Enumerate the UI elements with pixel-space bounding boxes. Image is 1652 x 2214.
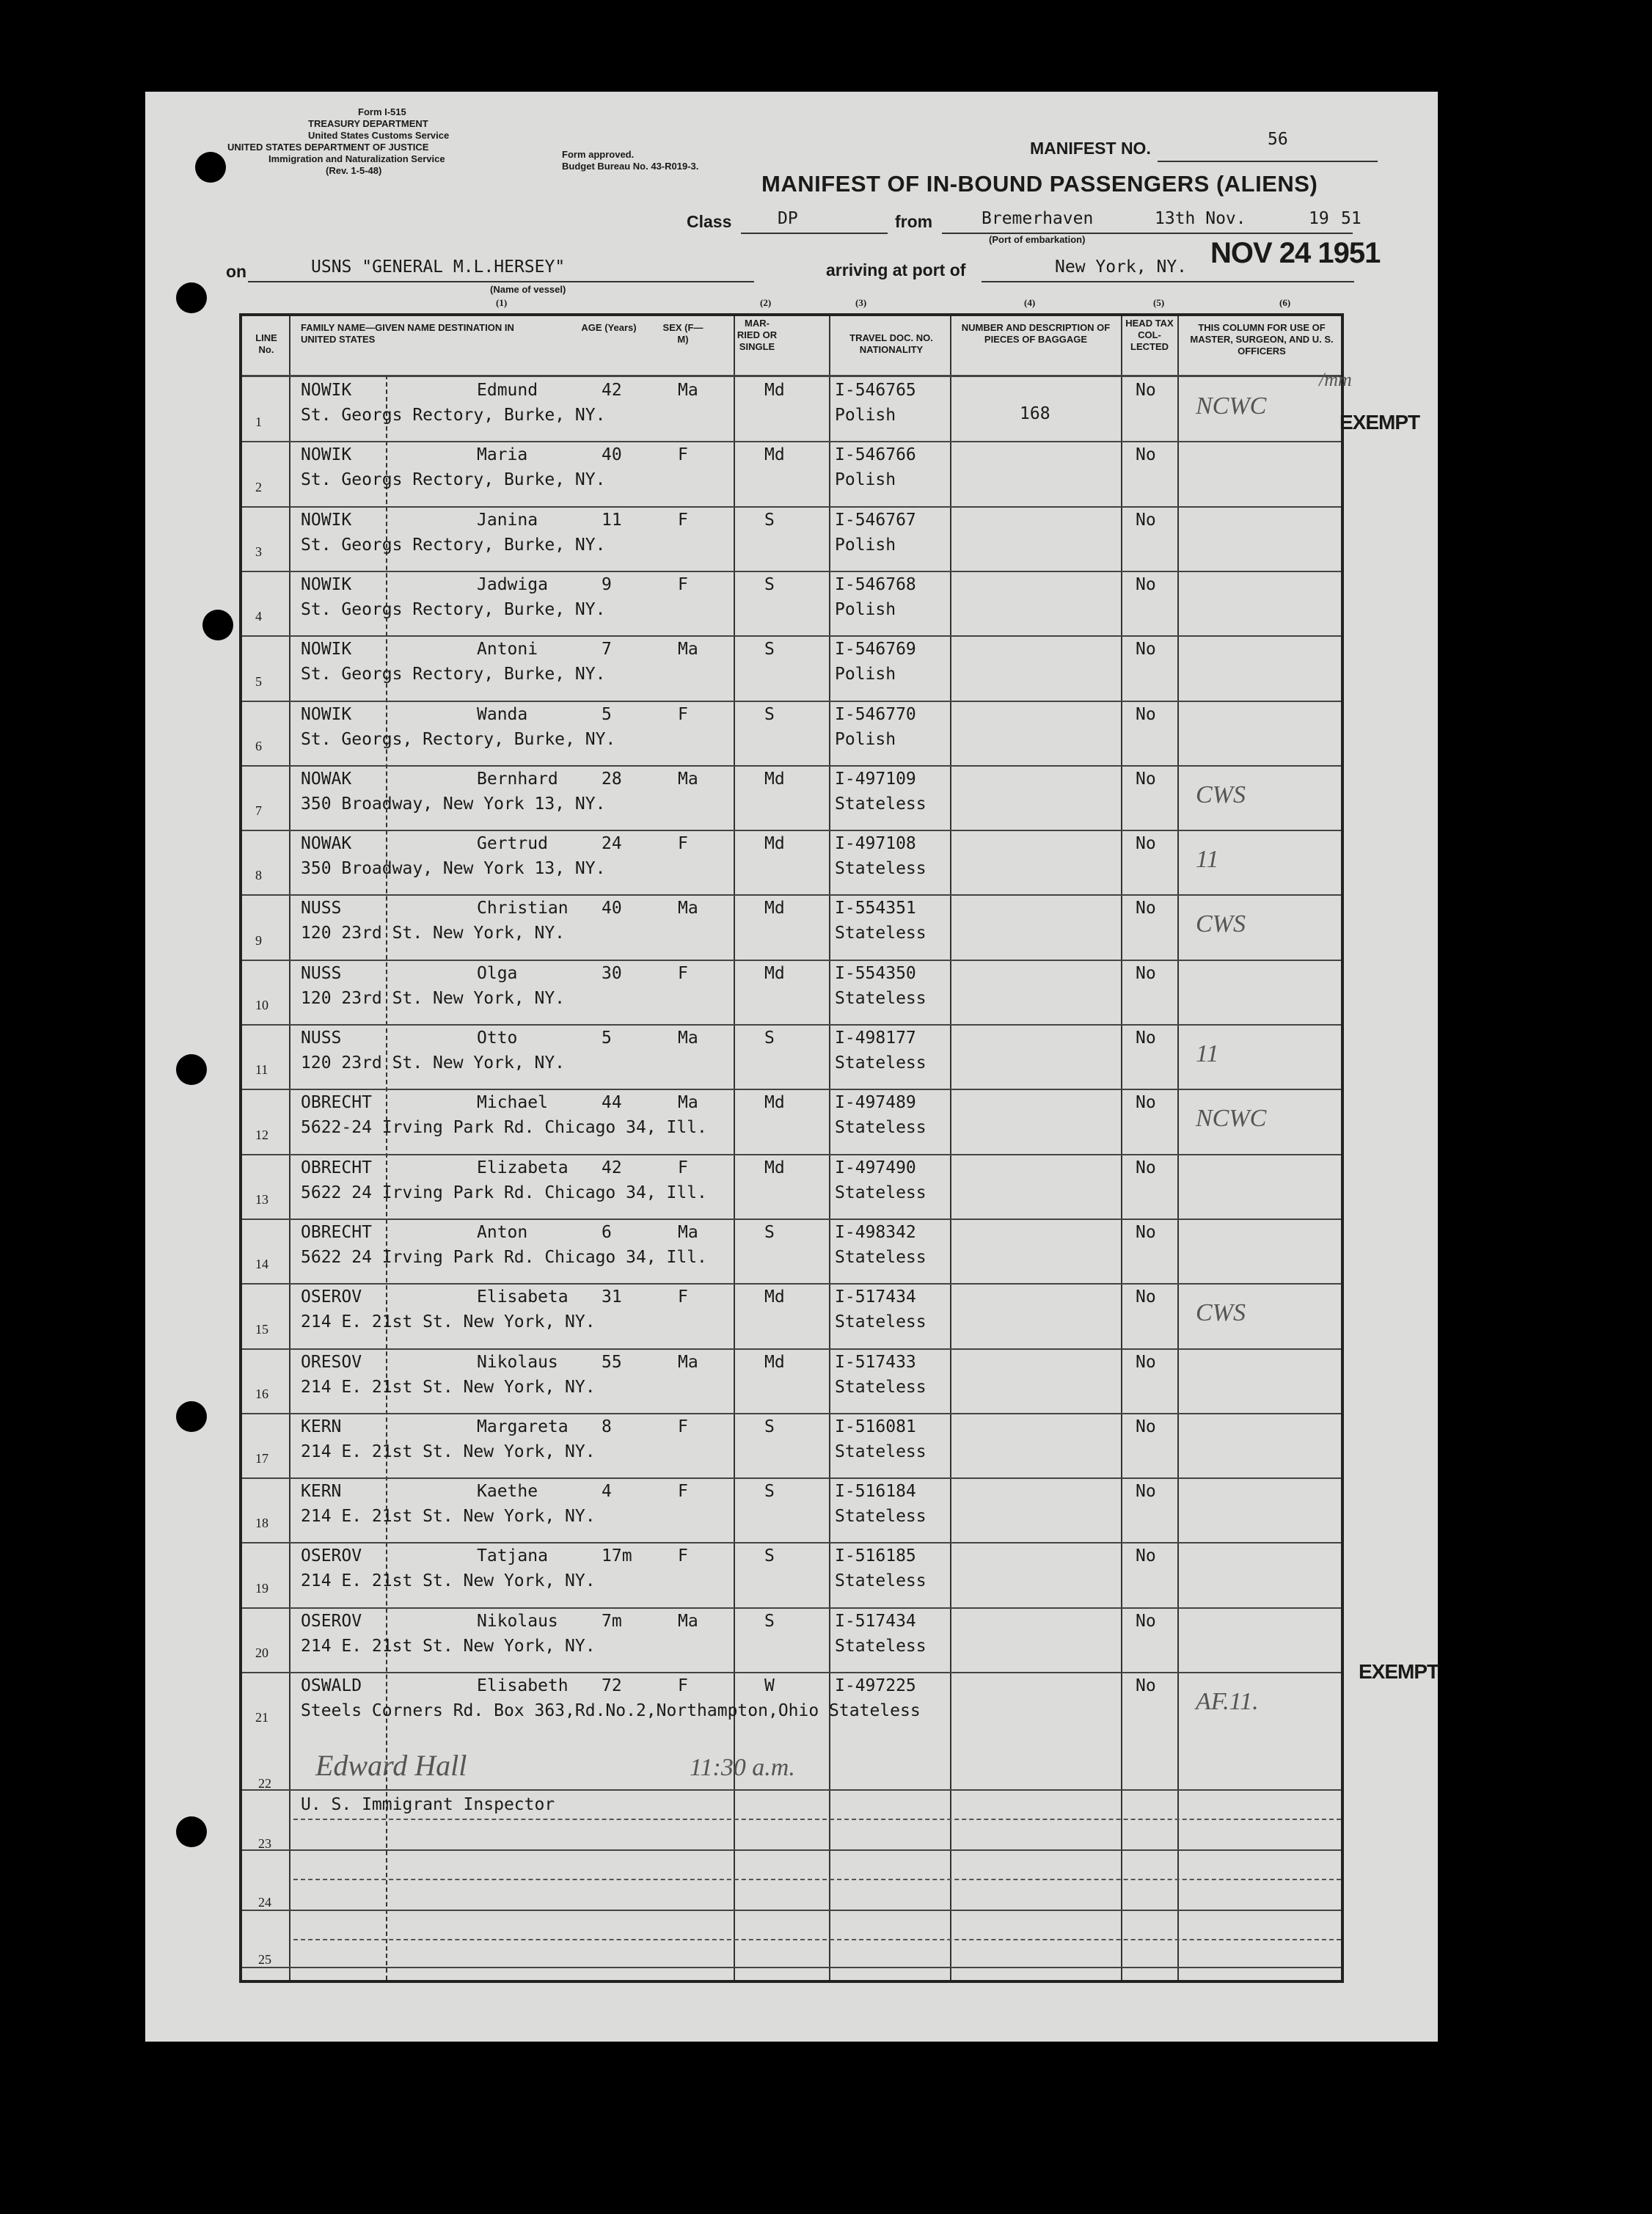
line-number: 23 (258, 1836, 271, 1851)
col-num-2: (2) (760, 297, 772, 308)
head-tax: No (1136, 834, 1156, 854)
embarkation-date: 13th Nov. (1155, 209, 1246, 228)
nationality: Stateless (835, 1312, 926, 1332)
class-value: DP (778, 209, 798, 228)
age: 72 (602, 1676, 622, 1695)
destination: 5622-24 Irving Park Rd. Chicago 34, Ill. (301, 1118, 707, 1138)
travel-doc-no: I-516184 (835, 1482, 916, 1502)
marital-status: S (764, 1417, 775, 1436)
head-tax: No (1136, 1222, 1156, 1242)
head-tax: No (1136, 1093, 1156, 1113)
given-name: Anton (477, 1222, 528, 1242)
header-married: MAR-RIED OR SINGLE (737, 318, 778, 352)
given-name: Tatjana (477, 1546, 548, 1566)
destination: St. Georgs Rectory, Burke, NY. (301, 535, 606, 555)
travel-doc-no: I-497108 (835, 834, 916, 854)
sex: Ma (678, 769, 698, 789)
nationality: Stateless (835, 1507, 926, 1527)
travel-doc-no: I-546766 (835, 445, 916, 465)
head-tax: No (1136, 1546, 1156, 1566)
age: 9 (602, 574, 612, 594)
nationality: Stateless (835, 1636, 926, 1656)
sex: Ma (678, 899, 698, 918)
inspector-title: U. S. Immigrant Inspector (301, 1795, 555, 1814)
family-name: OSEROV (301, 1611, 362, 1631)
family-name: NOWAK (301, 769, 352, 789)
line-number: 16 (255, 1386, 268, 1401)
officer-note: CWS (1196, 781, 1246, 808)
head-tax: No (1136, 510, 1156, 530)
family-name: KERN (301, 1417, 342, 1436)
family-name: NUSS (301, 899, 342, 918)
nationality: Stateless (835, 1247, 926, 1267)
embarkation-port: Bremerhaven (982, 209, 1094, 228)
travel-doc-no: I-546770 (835, 704, 916, 724)
family-name: OBRECHT (301, 1093, 372, 1113)
officer-note: NCWC (1196, 1105, 1267, 1133)
head-tax: No (1136, 704, 1156, 724)
given-name: Janina (477, 510, 538, 530)
given-name: Wanda (477, 704, 528, 724)
given-name: Bernhard (477, 769, 558, 789)
given-name: Olga (477, 963, 518, 983)
nationality: Polish (835, 729, 896, 749)
marital-status: S (764, 1029, 775, 1048)
sex: F (678, 445, 688, 465)
line-number: 9 (255, 932, 262, 948)
destination: 5622 24 Irving Park Rd. Chicago 34, Ill. (301, 1247, 707, 1267)
sex: Ma (678, 1352, 698, 1372)
travel-doc-no: I-546768 (835, 574, 916, 594)
nationality: Stateless (835, 1377, 926, 1397)
given-name: Elizabeta (477, 1158, 569, 1177)
head-tax: No (1136, 1482, 1156, 1502)
family-name: NOWIK (301, 574, 352, 594)
family-name: NOWAK (301, 834, 352, 854)
sex: Ma (678, 640, 698, 660)
nationality: Polish (835, 599, 896, 619)
officer-note: AF.11. (1196, 1688, 1259, 1715)
family-name: NOWIK (301, 381, 352, 400)
col-num-5: (5) (1153, 297, 1165, 308)
manifest-sheet (145, 92, 1438, 2042)
exempt-stamp: EXEMPT (1339, 411, 1420, 434)
line-number: 11 (255, 1062, 268, 1078)
line-number: 1 (255, 414, 262, 430)
given-name: Elisabeta (477, 1287, 569, 1307)
nationality: Stateless (835, 924, 926, 943)
travel-doc-no: I-497490 (835, 1158, 916, 1177)
year-value: 51 (1341, 209, 1362, 228)
given-name: Christian (477, 899, 569, 918)
class-label: Class (687, 212, 732, 231)
family-name: ORESOV (301, 1352, 362, 1372)
destination: 214 E. 21st St. New York, NY. (301, 1636, 596, 1656)
sex: F (678, 1158, 688, 1177)
family-name: OBRECHT (301, 1222, 372, 1242)
sex: F (678, 834, 688, 854)
head-tax: No (1136, 1158, 1156, 1177)
given-name: Otto (477, 1029, 518, 1048)
family-name: NUSS (301, 963, 342, 983)
nationality: Stateless (835, 1053, 926, 1073)
marital-status: S (764, 704, 775, 724)
line-number: 22 (258, 1776, 271, 1791)
line-number: 12 (255, 1127, 268, 1142)
line-number: 19 (255, 1580, 268, 1596)
head-tax: No (1136, 1287, 1156, 1307)
punch-hole (202, 610, 233, 640)
line-number: 15 (255, 1321, 268, 1337)
head-tax: No (1136, 574, 1156, 594)
head-tax: No (1136, 1352, 1156, 1372)
given-name: Antoni (477, 640, 538, 660)
destination: 214 E. 21st St. New York, NY. (301, 1507, 596, 1527)
line-number: 8 (255, 868, 262, 883)
sex: F (678, 510, 688, 530)
nationality: Polish (835, 406, 896, 425)
family-name: OSEROV (301, 1287, 362, 1307)
head-tax: No (1136, 769, 1156, 789)
line-number: 18 (255, 1516, 268, 1531)
given-name: Elisabeth (477, 1676, 569, 1695)
destination: St. Georgs Rectory, Burke, NY. (301, 599, 606, 619)
arrival-date-stamp: NOV 24 1951 (1210, 237, 1381, 269)
nationality: Stateless (835, 1118, 926, 1138)
customs-service: United States Customs Service (308, 130, 450, 141)
travel-doc-no: I-546765 (835, 381, 916, 400)
nationality: Stateless (835, 1571, 926, 1591)
age: 31 (602, 1287, 622, 1307)
family-name: NOWIK (301, 704, 352, 724)
family-name: KERN (301, 1482, 342, 1502)
marital-status: Md (764, 1352, 785, 1372)
age: 40 (602, 445, 622, 465)
age: 55 (602, 1352, 622, 1372)
family-name: OSEROV (301, 1546, 362, 1566)
document-title: MANIFEST OF IN-BOUND PASSENGERS (ALIENS) (761, 171, 1318, 197)
marital-status: S (764, 574, 775, 594)
sex: Ma (678, 381, 698, 400)
line-number: 25 (258, 1952, 271, 1967)
destination: 5622 24 Irving Park Rd. Chicago 34, Ill. (301, 1183, 707, 1202)
sex: F (678, 574, 688, 594)
officer-note: NCWC (1196, 392, 1267, 420)
punch-hole (176, 282, 207, 313)
marital-status: Md (764, 769, 785, 789)
given-name: Kaethe (477, 1482, 538, 1502)
col-num-1: (1) (496, 297, 508, 308)
family-name: NUSS (301, 1029, 342, 1048)
arrival-port: New York, NY. (1055, 257, 1188, 277)
port-embarkation-note: (Port of embarkation) (989, 234, 1086, 245)
punch-hole (176, 1816, 207, 1847)
signature-time: 11:30 a.m. (690, 1754, 795, 1781)
officer-note: CWS (1196, 910, 1246, 938)
header-travel: TRAVEL DOC. NO. NATIONALITY (849, 332, 933, 355)
travel-doc-no: I-546767 (835, 510, 916, 530)
marital-status: Md (764, 1093, 785, 1113)
officer-note: 11 (1196, 846, 1219, 874)
head-tax: No (1136, 963, 1156, 983)
marital-status: S (764, 640, 775, 660)
vessel-note: (Name of vessel) (490, 284, 566, 295)
sex: F (678, 704, 688, 724)
line-number: 17 (255, 1451, 268, 1466)
sex: F (678, 1417, 688, 1436)
destination: 214 E. 21st St. New York, NY. (301, 1377, 596, 1397)
marital-status: Md (764, 445, 785, 465)
given-name: Gertrud (477, 834, 548, 854)
line-number: 5 (255, 673, 262, 689)
destination: St. Georgs Rectory, Burke, NY. (301, 665, 606, 684)
marital-status: S (764, 1611, 775, 1631)
sex: F (678, 1546, 688, 1566)
travel-doc-no: I-517434 (835, 1287, 916, 1307)
destination: 214 E. 21st St. New York, NY. (301, 1442, 596, 1461)
age: 44 (602, 1093, 622, 1113)
age: 30 (602, 963, 622, 983)
marital-status: S (764, 1546, 775, 1566)
age: 42 (602, 381, 622, 400)
col-num-4: (4) (1024, 297, 1036, 308)
sex: Ma (678, 1029, 698, 1048)
nationality: Stateless (835, 1183, 926, 1202)
line-number: 7 (255, 803, 262, 819)
family-name: NOWIK (301, 510, 352, 530)
officer-mark: /mm (1319, 369, 1352, 390)
travel-doc-no: I-497109 (835, 769, 916, 789)
travel-doc-no: I-498342 (835, 1222, 916, 1242)
family-name: OBRECHT (301, 1158, 372, 1177)
marital-status: Md (764, 963, 785, 983)
sex: F (678, 1482, 688, 1502)
head-tax: No (1136, 1417, 1156, 1436)
nationality: Polish (835, 665, 896, 684)
officer-note: 11 (1196, 1040, 1219, 1067)
destination: 350 Broadway, New York 13, NY. (301, 859, 606, 879)
given-name: Maria (477, 445, 528, 465)
age: 42 (602, 1158, 622, 1177)
destination: 120 23rd St. New York, NY. (301, 924, 566, 943)
travel-doc-no: I-554350 (835, 963, 916, 983)
age: 17m (602, 1546, 632, 1566)
given-name: Edmund (477, 381, 538, 400)
line-number: 24 (258, 1895, 271, 1910)
age: 40 (602, 899, 622, 918)
destination: St. Georgs Rectory, Burke, NY. (301, 470, 606, 490)
head-tax: No (1136, 899, 1156, 918)
form-number: Form I-515 (358, 106, 406, 117)
travel-doc-no: I-516185 (835, 1546, 916, 1566)
form-approved: Form approved. (562, 149, 635, 160)
travel-doc-no: I-554351 (835, 899, 916, 918)
treasury-dept: TREASURY DEPARTMENT (308, 118, 428, 129)
family-name: OSWALD (301, 1676, 362, 1695)
header-baggage: NUMBER AND DESCRIPTION OF PIECES OF BAGGAGE (961, 322, 1111, 345)
marital-status: Md (764, 1287, 785, 1307)
destination: 120 23rd St. New York, NY. (301, 988, 566, 1008)
nationality: Polish (835, 535, 896, 555)
from-label: from (895, 212, 933, 231)
given-name: Michael (477, 1093, 548, 1113)
head-tax: No (1136, 1611, 1156, 1631)
nationality: Stateless (835, 1442, 926, 1461)
marital-status: Md (764, 899, 785, 918)
line-number: 10 (255, 998, 268, 1012)
family-name: NOWIK (301, 445, 352, 465)
header-headtax: HEAD TAX COL-LECTED (1125, 318, 1174, 352)
revision-date: (Rev. 1-5-48) (326, 165, 382, 176)
arriving-label: arriving at port of (826, 260, 966, 280)
exempt-stamp: EXEMPT (1359, 1660, 1439, 1683)
punch-hole (176, 1054, 207, 1085)
age: 5 (602, 1029, 612, 1048)
age: 4 (602, 1482, 612, 1502)
year-prefix: 19 (1309, 209, 1329, 228)
nationality: Polish (835, 470, 896, 490)
age: 7 (602, 640, 612, 660)
line-number: 6 (255, 738, 262, 753)
destination: St. Georgs Rectory, Burke, NY. (301, 406, 606, 425)
destination: 214 E. 21st St. New York, NY. (301, 1312, 596, 1332)
given-name: Nikolaus (477, 1352, 558, 1372)
sex: Ma (678, 1222, 698, 1242)
marital-status: S (764, 1222, 775, 1242)
nationality: Stateless (835, 794, 926, 814)
col-num-3: (3) (855, 297, 867, 308)
travel-doc-no: I-517434 (835, 1611, 916, 1631)
sex: F (678, 1287, 688, 1307)
sex: F (678, 963, 688, 983)
family-name: NOWIK (301, 640, 352, 660)
manifest-no-label: MANIFEST NO. (1030, 139, 1151, 158)
passenger-table (239, 313, 1344, 1983)
sex: Ma (678, 1093, 698, 1113)
header-name: FAMILY NAME—GIVEN NAME DESTINATION IN UNITED STATES (301, 322, 514, 345)
vessel-name: USNS "GENERAL M.L.HERSEY" (311, 257, 566, 277)
destination: 214 E. 21st St. New York, NY. (301, 1571, 596, 1591)
age: 8 (602, 1417, 612, 1436)
age: 11 (602, 510, 622, 530)
travel-doc-no: I-497225 (835, 1676, 916, 1695)
travel-doc-no: I-546769 (835, 640, 916, 660)
destination: St. Georgs, Rectory, Burke, NY. (301, 729, 616, 749)
line-number: 20 (255, 1645, 268, 1660)
age: 24 (602, 834, 622, 854)
line-number: 2 (255, 479, 262, 494)
sex: Ma (678, 1611, 698, 1631)
age: 7m (602, 1611, 622, 1631)
given-name: Margareta (477, 1417, 569, 1436)
head-tax: No (1136, 381, 1156, 400)
sex: F (678, 1676, 688, 1695)
head-tax: No (1136, 1029, 1156, 1048)
line-number: 4 (255, 609, 262, 624)
line-number: 21 (255, 1710, 268, 1725)
destination: 120 23rd St. New York, NY. (301, 1053, 566, 1073)
marital-status: W (764, 1676, 775, 1695)
travel-doc-no: I-497489 (835, 1093, 916, 1113)
age: 6 (602, 1222, 612, 1242)
travel-doc-no: I-498177 (835, 1029, 916, 1048)
punch-hole (195, 152, 226, 183)
header-line: LINE No. (255, 332, 277, 355)
age: 28 (602, 769, 622, 789)
head-tax: No (1136, 445, 1156, 465)
on-label: on (226, 262, 247, 281)
head-tax: No (1136, 1676, 1156, 1695)
punch-hole (176, 1401, 207, 1432)
header-sex: SEX (F—M) (662, 322, 703, 345)
travel-doc-no: I-517433 (835, 1352, 916, 1372)
manifest-number: 56 (1268, 130, 1288, 149)
header-age: AGE (Years) (581, 322, 637, 333)
header-officers: THIS COLUMN FOR USE OF MASTER, SURGEON, AND U. S. OFFICERS (1190, 322, 1334, 357)
given-name: Nikolaus (477, 1611, 558, 1631)
ins-service: Immigration and Naturalization Service (268, 153, 445, 164)
justice-dept: UNITED STATES DEPARTMENT OF JUSTICE (227, 142, 429, 153)
head-tax: No (1136, 640, 1156, 660)
line-number: 14 (255, 1257, 268, 1272)
baggage-count: 168 (1020, 404, 1050, 423)
travel-doc-no: I-516081 (835, 1417, 916, 1436)
destination: Steels Corners Rd. Box 363,Rd.No.2,Northampton,Ohio Stateless (301, 1701, 921, 1720)
officer-note: CWS (1196, 1299, 1246, 1327)
marital-status: Md (764, 381, 785, 400)
marital-status: S (764, 510, 775, 530)
given-name: Jadwiga (477, 574, 548, 594)
marital-status: S (764, 1482, 775, 1502)
line-number: 3 (255, 544, 262, 559)
inspector-signature: Edward Hall (315, 1749, 467, 1782)
budget-bureau: Budget Bureau No. 43-R019-3. (562, 161, 699, 172)
nationality: Stateless (835, 859, 926, 879)
col-num-6: (6) (1279, 297, 1291, 308)
destination: 350 Broadway, New York 13, NY. (301, 794, 606, 814)
line-number: 13 (255, 1191, 268, 1207)
marital-status: Md (764, 1158, 785, 1177)
marital-status: Md (764, 834, 785, 854)
age: 5 (602, 704, 612, 724)
nationality: Stateless (835, 988, 926, 1008)
